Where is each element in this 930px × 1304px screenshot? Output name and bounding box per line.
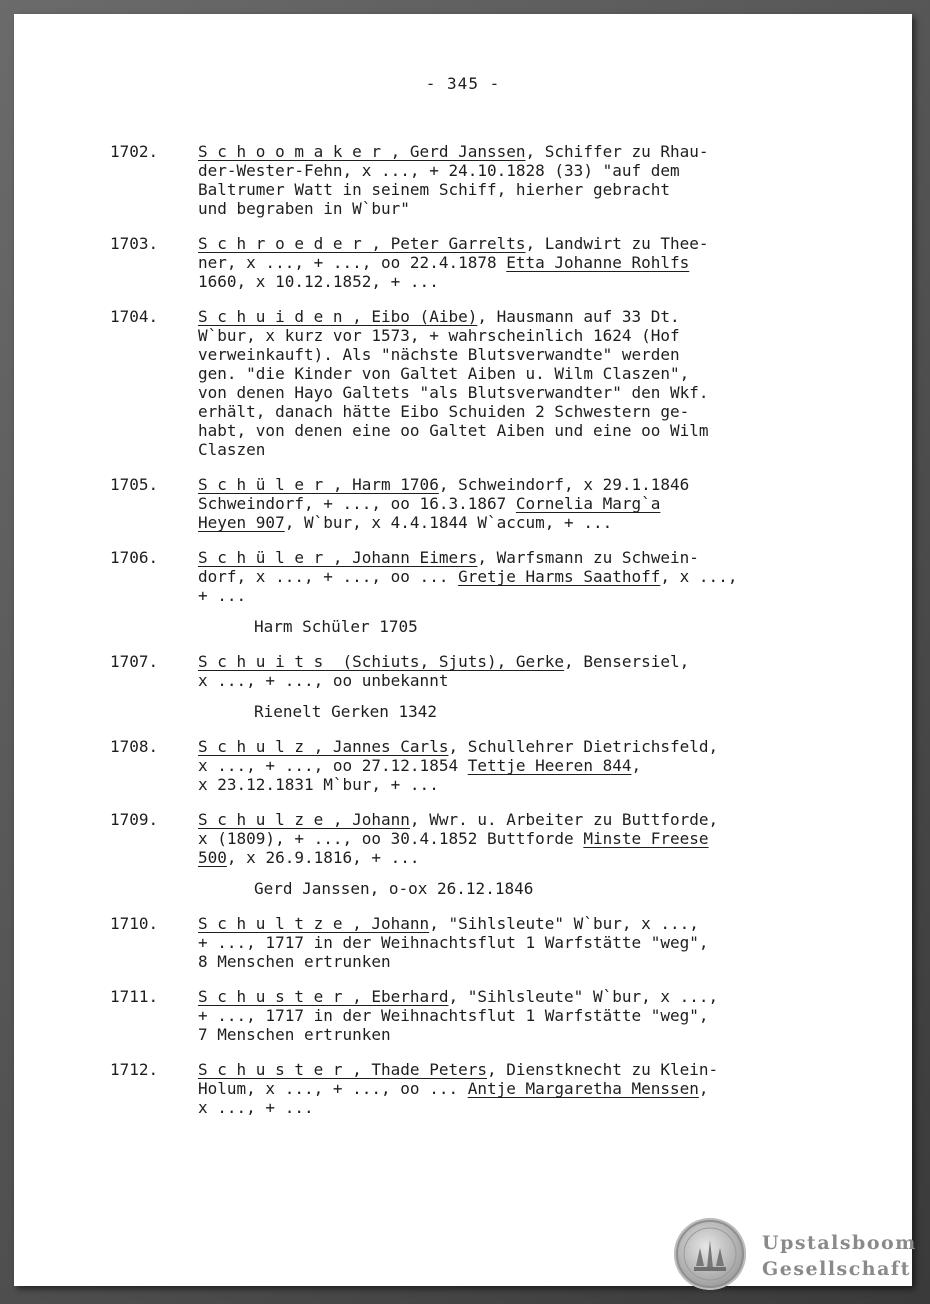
underlined-name: 500: [198, 848, 227, 867]
entry-number: 1708.: [110, 737, 159, 756]
entry: [110, 1060, 820, 1117]
entry: [110, 475, 820, 532]
entry-line: [198, 952, 820, 971]
text-segment: von denen Hayo Galtets "als Blutsverwandter" den Wkf.: [198, 383, 709, 402]
text-segment: , Wwr. u. Arbeiter zu Buttforde,: [409, 810, 719, 829]
entry-line: [198, 161, 820, 180]
text-segment: habt, von denen eine oo Galtet Aiben und eine oo Wilm: [198, 421, 709, 440]
entry-line: [198, 272, 820, 291]
entry-number: 1702.: [110, 142, 159, 161]
entry: [110, 810, 820, 898]
underlined-name: S c h ü l e r , Harm 1706: [198, 475, 439, 494]
entry-text: [198, 234, 820, 291]
text-segment: , x 26.9.1816, + ...: [226, 848, 420, 867]
entry-line: [198, 914, 820, 933]
text-segment: , W`bur, x 4.4.1844 W`accum, + ...: [284, 513, 613, 532]
entry-line: [198, 383, 820, 402]
text-segment: ,: [698, 1079, 709, 1098]
entry-text: [198, 810, 820, 898]
text-segment: dorf, x ..., + ..., oo ...: [198, 567, 459, 586]
entry-line: [198, 253, 820, 272]
text-segment: Schweindorf, + ..., oo 16.3.1867: [198, 494, 516, 513]
entry-line: [198, 142, 820, 161]
underlined-name: Antje Margaretha Menssen: [467, 1079, 699, 1098]
text-segment: , Hausmann auf 33 Dt.: [477, 307, 680, 326]
entry-line: [198, 345, 820, 364]
entry-line: [198, 494, 820, 513]
underlined-name: S c h u s t e r , Thade Peters: [198, 1060, 487, 1079]
entry-line: [198, 307, 820, 326]
entry-line: [198, 234, 820, 253]
entry: [110, 914, 820, 971]
entry-number: 1712.: [110, 1060, 159, 1079]
document-page: [14, 14, 917, 1286]
entry-line: [198, 199, 820, 218]
text-segment: verweinkauft). Als "nächste Blutsverwandte" werden: [198, 345, 680, 364]
logo-line-2: Gesellschaft: [762, 1258, 911, 1280]
entry-line: [198, 402, 820, 421]
text-segment: Claszen: [198, 440, 266, 459]
underlined-name: S c h u i t s (Schiuts, Sjuts), Gerke: [198, 652, 565, 671]
underlined-name: Cornelia Marg`a: [515, 494, 661, 513]
entry: [110, 548, 820, 636]
entry-text: [198, 987, 820, 1044]
entry-number: 1707.: [110, 652, 159, 671]
entry-number: 1710.: [110, 914, 159, 933]
entry: [110, 307, 820, 459]
underlined-name: S c h ü l e r , Johann Eimers: [198, 548, 478, 567]
society-logo-text: [762, 1230, 917, 1282]
underlined-name: S c h u i d e n , Eibo (Aibe): [198, 307, 478, 326]
text-segment: 8 Menschen ertrunken: [198, 952, 391, 971]
entry-line: [198, 756, 820, 775]
text-segment: 1660, x 10.12.1852, + ...: [198, 272, 439, 291]
text-segment: , Schullehrer Dietrichsfeld,: [448, 737, 719, 756]
text-segment: ner, x ..., + ..., oo 22.4.1878: [198, 253, 507, 272]
entry-line: [198, 586, 820, 605]
underlined-name: Gretje Harms Saathoff: [458, 567, 661, 586]
text-segment: , Schiffer zu Rhau-: [525, 142, 709, 161]
underlined-name: S c h o o m a k e r , Gerd Janssen: [198, 142, 526, 161]
entry-line: [198, 1025, 820, 1044]
entry-line: [198, 1079, 820, 1098]
underlined-name: S c h u l z e , Johann: [198, 810, 410, 829]
entry-reference-note: Harm Schüler 1705: [254, 617, 418, 636]
underlined-name: S c h u s t e r , Eberhard: [198, 987, 449, 1006]
entry: [110, 652, 820, 721]
seal-icon: [674, 1218, 746, 1290]
underlined-name: S c h r o e d e r , Peter Garrelts: [198, 234, 526, 253]
entry-text: [198, 548, 820, 636]
entry: [110, 987, 820, 1044]
entry-number: 1704.: [110, 307, 159, 326]
text-segment: der-Wester-Fehn, x ..., + 24.10.1828 (33) "auf dem: [198, 161, 680, 180]
text-segment: + ..., 1717 in der Weihnachtsflut 1 Warfstätte "weg",: [198, 1006, 709, 1025]
entry-line: [198, 933, 820, 952]
underlined-name: S c h u l z , Jannes Carls: [198, 737, 449, 756]
entry-text: [198, 1060, 820, 1117]
text-segment: , Warfsmann zu Schwein-: [477, 548, 699, 567]
underlined-name: S c h u l t z e , Johann: [198, 914, 430, 933]
text-segment: , "Sihlsleute" W`bur, x ...,: [448, 987, 719, 1006]
text-segment: , "Sihlsleute" W`bur, x ...,: [429, 914, 699, 933]
entry: [110, 234, 820, 291]
entry-line: [198, 326, 820, 345]
entry-line: [198, 513, 820, 532]
text-segment: , Bensersiel,: [564, 652, 690, 671]
text-segment: gen. "die Kinder von Galtet Aiben u. Wilm Claszen",: [198, 364, 690, 383]
page-number: - 345 -: [425, 74, 501, 93]
entry-number: 1706.: [110, 548, 159, 567]
entry-list: [110, 142, 820, 1133]
text-segment: W`bur, x kurz vor 1573, + wahrscheinlich 1624 (Hof: [198, 326, 680, 345]
underlined-name: Etta Johanne Rohlfs: [506, 253, 690, 272]
entry-line: [198, 848, 820, 867]
entry-reference-note: Rienelt Gerken 1342: [254, 702, 438, 721]
underlined-name: Tettje Heeren 844: [467, 756, 632, 775]
entry-line: [198, 364, 820, 383]
entry-text: [198, 914, 820, 971]
text-segment: , x ...,: [660, 567, 738, 586]
text-segment: x ..., + ..., oo 27.12.1854: [198, 756, 468, 775]
text-segment: ,: [631, 756, 642, 775]
entry-line: [198, 652, 820, 671]
entry-text: [198, 652, 820, 721]
text-segment: und begraben in W`bur": [198, 199, 410, 218]
entry: [110, 737, 820, 794]
underlined-name: Heyen 907: [198, 513, 285, 532]
entry-line: [198, 1060, 820, 1079]
logo-line-1: Upstalsboom: [762, 1232, 917, 1254]
entry-text: [198, 475, 820, 532]
text-segment: erhält, danach hätte Eibo Schuiden 2 Schwestern ge-: [198, 402, 690, 421]
underlined-name: Minste Freese: [583, 829, 709, 848]
entry-number: 1709.: [110, 810, 159, 829]
text-segment: x ..., + ...: [198, 1098, 314, 1117]
entry-line: [198, 475, 820, 494]
text-segment: x ..., + ..., oo unbekannt: [198, 671, 449, 690]
text-segment: + ..., 1717 in der Weihnachtsflut 1 Warfstätte "weg",: [198, 933, 709, 952]
text-segment: x 23.12.1831 M`bur, + ...: [198, 775, 439, 794]
text-segment: Holum, x ..., + ..., oo ...: [198, 1079, 468, 1098]
entry-line: [198, 810, 820, 829]
entry-line: [198, 1098, 820, 1117]
entry-line: [198, 440, 820, 459]
text-segment: Baltrumer Watt in seinem Schiff, hierher gebracht: [198, 180, 671, 199]
entry-line: [198, 737, 820, 756]
text-segment: + ...: [198, 586, 247, 605]
entry-line: [198, 671, 820, 690]
entry-line: [198, 567, 820, 586]
entry-line: [198, 1006, 820, 1025]
entry-line: [198, 421, 820, 440]
text-segment: , Dienstknecht zu Klein-: [486, 1060, 719, 1079]
entry-text: [198, 737, 820, 794]
text-segment: , Landwirt zu Thee-: [525, 234, 709, 253]
text-segment: 7 Menschen ertrunken: [198, 1025, 391, 1044]
entry-line: [198, 775, 820, 794]
entry-reference-note: Gerd Janssen, o-ox 26.12.1846: [254, 879, 534, 898]
entry-text: [198, 307, 820, 459]
entry-line: [198, 548, 820, 567]
text-segment: x (1809), + ..., oo 30.4.1852 Buttforde: [198, 829, 584, 848]
text-segment: , Schweindorf, x 29.1.1846: [438, 475, 690, 494]
entry-line: [198, 829, 820, 848]
entry-number: 1705.: [110, 475, 159, 494]
entry-text: [198, 142, 820, 218]
entry-number: 1711.: [110, 987, 159, 1006]
entry-line: [198, 180, 820, 199]
entry-line: [198, 987, 820, 1006]
entry: [110, 142, 820, 218]
entry-number: 1703.: [110, 234, 159, 253]
